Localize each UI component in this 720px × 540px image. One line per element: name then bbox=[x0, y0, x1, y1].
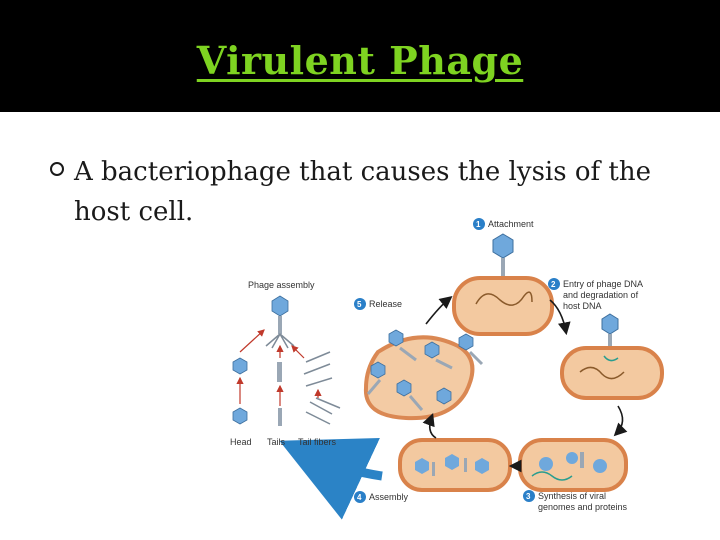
svg-text:and degradation of: and degradation of bbox=[563, 290, 639, 300]
step-1-number: 1 bbox=[476, 220, 481, 229]
bullet-text: A bacteriophage that causes the lysis of the host cell. bbox=[74, 157, 651, 227]
step-3-synthesis bbox=[520, 440, 628, 512]
step-2-entry bbox=[548, 278, 662, 398]
svg-text:3: 3 bbox=[526, 492, 531, 501]
step-1-label: Attachment bbox=[488, 219, 534, 229]
step-1-attachment bbox=[454, 218, 552, 334]
svg-text:4: 4 bbox=[357, 493, 362, 502]
bullet-ring-icon bbox=[50, 162, 64, 176]
svg-text:5: 5 bbox=[357, 300, 362, 309]
phage-lytic-cycle-diagram bbox=[220, 212, 690, 528]
slide-title: Virulent Phage bbox=[196, 38, 524, 83]
part-head: Head bbox=[230, 437, 252, 447]
assembly-arrow bbox=[312, 456, 382, 476]
assembly-title: Phage assembly bbox=[248, 280, 315, 290]
svg-text:genomes and proteins: genomes and proteins bbox=[538, 502, 628, 512]
svg-text:Assembly: Assembly bbox=[369, 492, 409, 502]
svg-text:2: 2 bbox=[551, 280, 556, 289]
svg-text:Entry of phage DNA: Entry of phage DNA bbox=[563, 279, 644, 289]
host-cell bbox=[454, 278, 552, 334]
phage-assembly-panel bbox=[230, 280, 340, 447]
part-tail-fibers: Tail fibers bbox=[298, 437, 337, 447]
svg-text:host DNA: host DNA bbox=[563, 301, 602, 311]
svg-text:Release: Release bbox=[369, 299, 403, 309]
part-tails: Tails bbox=[267, 437, 286, 447]
svg-text:Synthesis of viral: Synthesis of viral bbox=[538, 491, 607, 501]
